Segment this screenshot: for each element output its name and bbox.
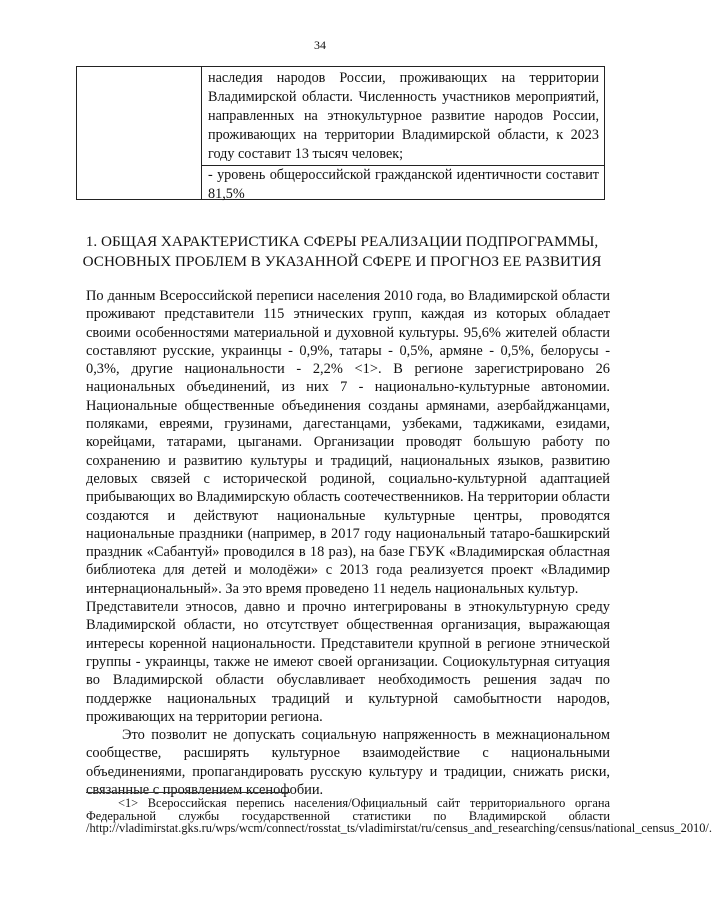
footnote — [86, 796, 712, 835]
footnote-text: <1> Всероссийская перепись населения/Официальный сайт территориального органа Федеральной службы государственной статистики по Владимирской области /http://vladimirstat.gks.ru/wps/wcm/connect/rosstat_ts/vladimirstat/ru/census_and_researching/census/national_census_2010/. — [86, 796, 712, 835]
page-number: 34 — [314, 38, 326, 52]
table-right-cell — [202, 67, 604, 202]
body-text — [86, 287, 610, 799]
table-paragraph: наследия народов России, проживающих на территории Владимирской области. Численность участников мероприятий, направленных на этнокультурное развитие народов России, проживающих на территории Владимирской области, к 2023 году составит 13 тысяч человек; — [208, 70, 599, 162]
footnote-separator — [86, 792, 290, 793]
table-left-cell — [77, 67, 202, 199]
continuation-table — [76, 66, 605, 200]
paragraph-conclusion: Это позволит не допускать социальную напряженность в межнациональном сообществе, расширять культурное взаимодействие с национальными объединениями, пропагандировать русскую культуру и традиции, снижать риски, связанные с проявлением ксенофобии. — [86, 727, 610, 799]
paragraph-census: По данным Всероссийской переписи населения 2010 года, во Владимирской области проживают представители 115 этнических групп, каждая из которых обладает своими особенностями материальной и духовной культуры. 95,6% жителей области составляют русские, украинцы - 0,9%, татары - 0,5%, армяне - 0,5%, белорусы - 0,3%, другие национальности - 2,2% <1>. В регионе зарегистрировано 26 национальных объединений, из них 7 - национально-культурные автономии. Национальные общественные объединения созданы армянами, азербайджанцами, поляками, евреями, грузинами, дагестанцами, узбеками, таджиками, езидами, корейцами, татарами, цыганами. Организации проводят большую работу по сохранению и развитию культуры и традиций, национальных языков, развитию деловых связей с исторической родиной, социально-культурной адаптацией прибывающих во Владимирскую область соотечественников. На территории области создаются и действуют национальные культурные центры, проводятся национальные праздники (например, в 2017 году национальный татаро-башкирский праздник «Сабантуй» проводился в 18 раз), на базе ГБУК «Владимирская областная библиотека для детей и молодёжи» с 2013 года реализуется проект «Владимир интернациональный». За это время проведено 11 недель национальных культур. — [86, 288, 610, 597]
table-row-divider — [202, 165, 604, 204]
table-bullet: - уровень общероссийской гражданской идентичности составит 81,5% — [208, 167, 599, 202]
section-heading: 1. ОБЩАЯ ХАРАКТЕРИСТИКА СФЕРЫ РЕАЛИЗАЦИИ ПОДПРОГРАММЫ, ОСНОВНЫХ ПРОБЛЕМ В УКАЗАННОЙ СФЕРЕ И ПРОГНОЗ ЕЕ РАЗВИТИЯ — [82, 233, 602, 270]
paragraph-ethnos: Представители этносов, давно и прочно интегрированы в этнокультурную среду Владимирской области, но отсутствует общественная организация, выражающая интересы коренной национальности. Представители крупной в регионе этнической группы - украинцы, также не имеют своей организации. Социокультурная ситуация во Владимирской области обуславливает необходимость решения задач по поддержке национальных традиций и культурной самобытности народов, проживающих на территории региона. — [86, 599, 610, 725]
